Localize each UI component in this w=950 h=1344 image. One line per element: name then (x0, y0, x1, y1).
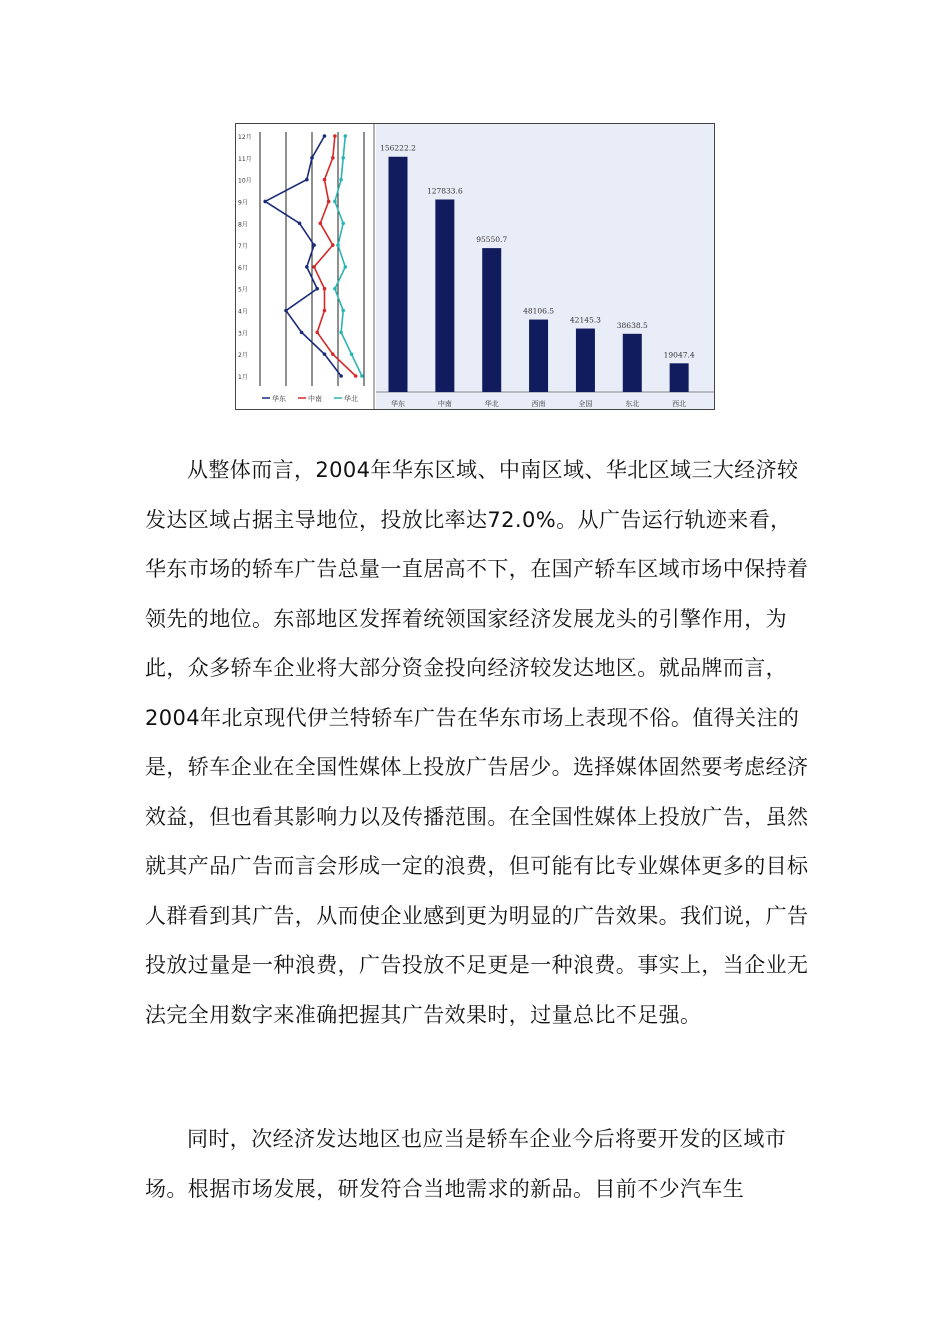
line-series-point (323, 178, 327, 182)
line-series-point (315, 287, 319, 291)
line-series-1 (265, 136, 341, 376)
line-series-point (350, 352, 354, 356)
chart-figure (235, 123, 715, 410)
bar-value-label: 95550.7 (476, 235, 508, 245)
bar-value-label: 127833.6 (426, 186, 463, 196)
line-series-point (331, 352, 335, 356)
line-series-2 (314, 136, 356, 376)
bar (670, 363, 689, 392)
bar-category-label: 西南 (531, 400, 546, 408)
bar (482, 248, 501, 392)
legend-label: 华东 (272, 395, 286, 403)
line-chart-y-tick-label: 3月 (238, 330, 248, 338)
line-chart-y-tick-label: 9月 (238, 199, 248, 207)
line-series-point (305, 265, 309, 269)
legend-label: 华北 (344, 395, 358, 403)
line-series-point (323, 309, 327, 313)
line-series-point (327, 200, 331, 204)
line-series-point (323, 352, 327, 356)
line-series-point (315, 331, 319, 335)
line-series-point (263, 200, 267, 204)
line-series-point (312, 265, 316, 269)
line-chart-y-tick-label: 1月 (238, 374, 248, 381)
bar-category-label: 华东 (391, 400, 405, 408)
paragraph-1 (145, 446, 810, 1040)
line-series-point (323, 287, 327, 291)
bar-value-label: 42145.3 (569, 315, 601, 325)
bar-category-label: 华北 (484, 400, 499, 408)
bar-category-label: 东北 (625, 400, 640, 408)
bar-value-label: 48106.5 (523, 306, 555, 316)
bar (623, 334, 642, 392)
line-chart-y-tick-label: 6月 (238, 264, 248, 272)
line-chart-y-tick-label: 7月 (238, 243, 248, 251)
paragraph-2 (145, 1115, 810, 1214)
line-chart-y-tick-label: 5月 (238, 286, 248, 294)
line-series-point (312, 243, 316, 247)
bar-value-label: 156222.2 (380, 143, 416, 153)
line-chart-y-tick-label: 2月 (238, 352, 248, 360)
chart-canvas (236, 124, 714, 409)
line-chart-y-tick-label: 11月 (238, 155, 252, 163)
bar-value-label: 19047.4 (663, 350, 695, 360)
line-series-point (333, 200, 337, 204)
line-series-point (341, 309, 345, 313)
line-series-point (339, 178, 343, 182)
bar-value-label: 38638.5 (616, 320, 648, 330)
line-series-point (339, 374, 343, 378)
line-series-point (284, 309, 288, 313)
line-series-point (341, 156, 345, 160)
line-series-point (336, 243, 340, 247)
bar (389, 157, 408, 392)
line-series-point (354, 374, 358, 378)
bar (435, 199, 454, 392)
line-series-3 (335, 136, 362, 376)
line-chart-y-tick-label: 10月 (238, 177, 252, 185)
bar (529, 320, 548, 392)
line-chart-y-tick-label: 4月 (238, 308, 248, 316)
line-series-point (310, 156, 314, 160)
line-chart-y-tick-label: 12月 (238, 134, 252, 141)
line-chart-y-tick-label: 8月 (238, 221, 248, 229)
line-series-point (339, 331, 343, 335)
line-series-point (343, 134, 347, 138)
bar-category-label: 中南 (437, 400, 452, 408)
paragraph-2-text: 同时，次经济发达地区也应当是轿车企业今后将要开发的区域市场。根据市场发展，研发符合当地需求的新品。目前不少汽车生 (145, 1127, 787, 1201)
line-series-point (298, 221, 302, 225)
line-series-point (331, 156, 335, 160)
line-series-point (333, 134, 337, 138)
bar (576, 329, 595, 392)
line-series-point (300, 331, 304, 335)
line-series-point (305, 178, 309, 182)
line-series-point (333, 287, 337, 291)
line-series-point (341, 221, 345, 225)
bar-category-label: 西北 (672, 400, 687, 408)
legend-label: 中南 (308, 395, 322, 403)
paragraph-1-text: 从整体而言，2004年华东区域、中南区域、华北区域三大经济较发达区域占据主导地位，投放比率达72.0%。从广告运行轨迹来看，华东市场的轿车广告总量一直居高不下，在国产轿车区域市场中保持着领先的地位。东部地区发挥着统领国家经济发展龙头的引擎作用，为此，众多轿车企业将大部分资金投向经济较发达地区。就品牌而言，2004年北京现代伊兰特轿车广告在华东市场上表现不俗。值得关注的是，轿车企业在全国性媒体上投放广告居少。选择媒体固然要考虑经济效益，但也看其影响力以及传播范围。在全国性媒体上投放广告，虽然就其产品广告而言会形成一定的浪费，但可能有比专业媒体更多的目标人群看到其广告，从而使企业感到更为明显的广告效果。我们说，广告投放过量是一种浪费，广告投放不足更是一种浪费。事实上，当企业无法完全用数字来准确把握其广告效果时，过量总比不足强。 (145, 458, 809, 1027)
line-series-point (323, 134, 327, 138)
line-series-point (360, 374, 364, 378)
bar-category-label: 全国 (578, 400, 593, 408)
line-series-point (331, 243, 335, 247)
line-series-point (319, 221, 323, 225)
line-series-point (343, 265, 347, 269)
